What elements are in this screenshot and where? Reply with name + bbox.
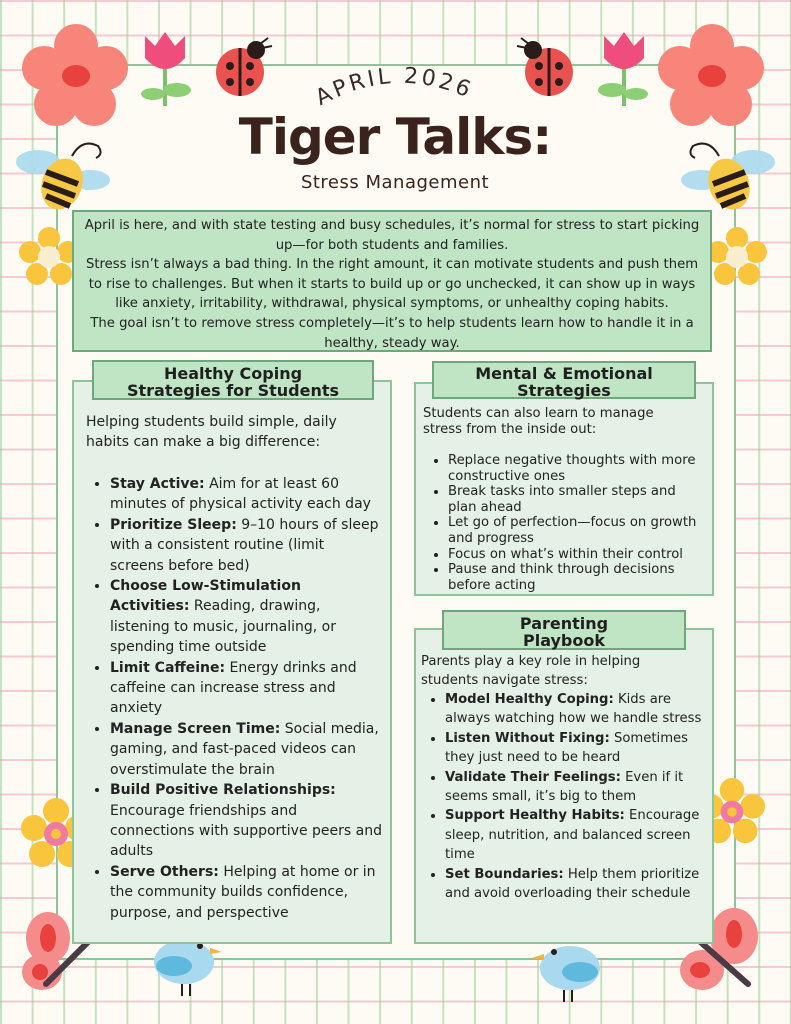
daisy-icon (18, 226, 80, 288)
item-text: Sometimes they just need to be heard (445, 730, 689, 766)
ladybug-icon (515, 36, 579, 100)
item-text: Energy drinks and caffeine can increase stress and anxiety (110, 659, 357, 717)
item-text: 9–10 hours of sleep with a consistent routine (limit screens before bed) (110, 516, 379, 574)
item-text: Reading, drawing, listening to music, journaling, or spending time outside (110, 598, 336, 656)
list-item (445, 806, 711, 864)
item-text: Social media, gaming, and fast-paced videos can overstimulate the brain (110, 720, 379, 778)
list-item: • Let go of perfection—focus on growth and progress (448, 515, 708, 546)
item-text: Encourage friendships and connections with supportive peers and adults (110, 802, 382, 860)
ladybug-icon (210, 36, 274, 100)
list-item (110, 576, 382, 658)
item-label: Manage Screen Time: (110, 720, 281, 737)
list-item (110, 658, 382, 719)
item-text: Encourage sleep, nutrition, and balanced screen time (445, 808, 700, 863)
item-label: Limit Caffeine: (110, 659, 226, 676)
list-item (110, 719, 382, 780)
list-item (445, 768, 711, 807)
item-label: Listen Without Fixing: (445, 730, 610, 746)
coping-heading: Healthy Coping Strategies for Students (92, 360, 374, 400)
coping-list (86, 474, 382, 923)
item-text: Even if it seems small, it’s big to them (445, 769, 684, 805)
item-label: Model Healthy Coping: (445, 692, 614, 707)
intro-paragraph: Stress isn’t always a bad thing. In the right amount, it can motivate students and push them to rise to challenges. But when it starts to build up or go unchecked, it can show up in ways like anxiety, irritability, withdrawal, physical symptoms, or unhealthy coping habits. (85, 257, 699, 312)
list-item (445, 865, 711, 904)
tulip-icon (135, 28, 195, 108)
svg-text:APRIL 2026: APRIL 2026 (311, 63, 477, 111)
item-text: Helping at home or in the community builds confidence, purpose, and perspective (110, 863, 376, 921)
list-item (445, 690, 711, 729)
parenting-intro: Parents play a key role in helping students navigate stress: (421, 654, 641, 689)
coping-intro: Helping students build simple, daily habits can make a big difference: (86, 414, 337, 451)
tulip-icon (594, 28, 654, 108)
item-label: Prioritize Sleep: (110, 516, 237, 533)
list-item (445, 729, 711, 768)
list-item: • Replace negative thoughts with more constructive ones (448, 453, 708, 484)
list-item (110, 780, 382, 862)
item-text: Aim for at least 60 minutes of physical activity each day (110, 476, 371, 513)
newsletter-title: Tiger Talks: (238, 108, 552, 166)
list-item (110, 515, 382, 576)
bee-icon (679, 134, 779, 214)
mental-intro: Students can also learn to manage stress from the inside out: (423, 406, 654, 437)
item-label: Validate Their Feelings: (445, 769, 621, 785)
item-text: Kids are always watching how we handle stress (445, 692, 702, 727)
mental-list (424, 453, 708, 593)
parenting-list (421, 690, 711, 903)
bee-icon (12, 134, 112, 214)
item-label: Set Boundaries: (445, 866, 564, 882)
list-item (110, 862, 382, 923)
list-item: • Pause and think through decisions before acting (448, 562, 708, 593)
item-label: Serve Others: (110, 863, 219, 880)
item-label: Support Healthy Habits: (445, 808, 625, 824)
item-label: Choose Low-Stimulation Activities: (110, 578, 301, 615)
mental-heading: Mental & Emotional Strategies (432, 361, 696, 399)
intro-box (72, 210, 712, 352)
list-item (110, 474, 382, 515)
intro-paragraph: April is here, and with state testing and busy schedules, it’s normal for stress to start picking up—for both students and families. (84, 218, 700, 253)
flower-icon (20, 22, 132, 130)
daisy-icon (706, 226, 768, 288)
item-text: Help them prioritize and avoid overloading their schedule (445, 866, 700, 902)
parenting-heading: Parenting Playbook (442, 610, 686, 650)
newsletter-subtitle: Stress Management (300, 172, 490, 193)
list-item: • Break tasks into smaller steps and plan ahead (448, 484, 708, 515)
list-item: • Focus on what’s within their control (448, 547, 708, 563)
flower-icon (656, 22, 768, 130)
item-label: Stay Active: (110, 476, 205, 492)
item-label: Build Positive Relationships: (110, 782, 336, 799)
intro-paragraph: The goal isn’t to remove stress completely—it’s to help students learn how to handle it in a healthy, steady way. (90, 315, 694, 351)
